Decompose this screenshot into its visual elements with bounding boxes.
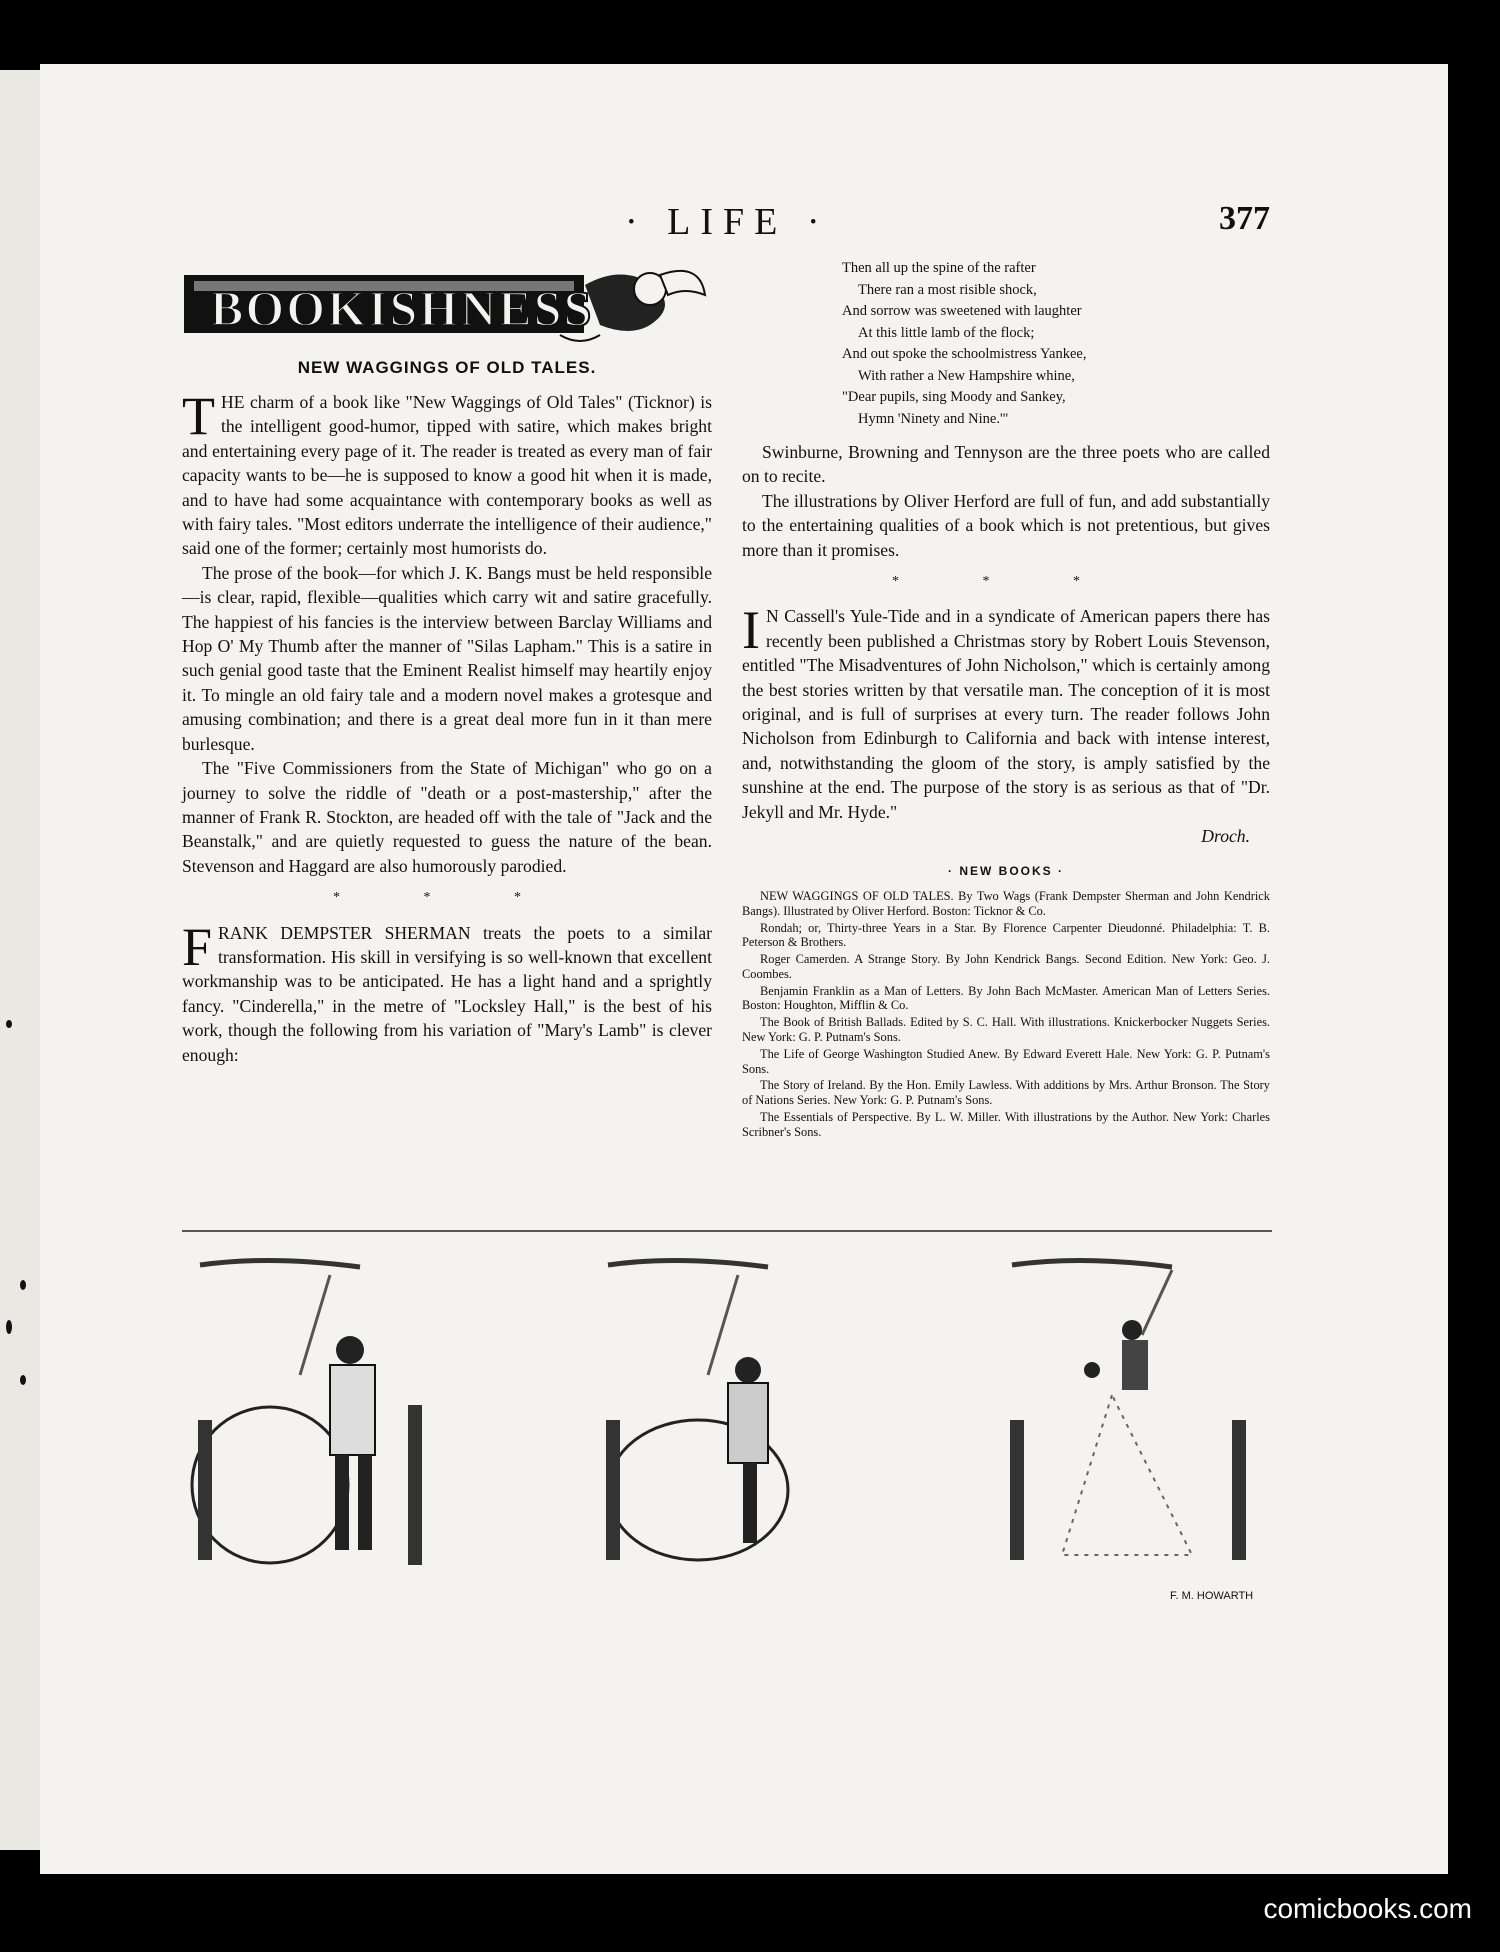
spine-mark [20,1375,26,1385]
paragraph: The prose of the book—for which J. K. Bangs must be held responsible—is clear, rapid, flexible—qualities which carry wit and satire gracefully. The happiest of his fancies is the interview between Barclay Williams and Hop O' My Thumb after the manner of "Silas Lapham." This is a satire in such genial good taste that the Eminent Realist himself may heartily enjoy it. To mingle an old fairy tale and a modern novel makes a grotesque and amusing combination; and there is a great deal more fun in it than mere burlesque. [182,562,712,754]
poem-line: There ran a most risible shock, [858,281,1037,298]
paragraph: Swinburne, Browning and Tennyson are the three poets who are called on to recite. [742,442,1270,487]
poem-line: And out spoke the schoolmistress Yankee, [842,346,1087,362]
poem-line: Then all up the spine of the rafter [842,260,1036,276]
poem-line: At this little lamb of the flock; [858,324,1035,341]
book-entry: The Essentials of Perspective. By L. W. Miller. With illustrations by the Author. New York: Charles Scribner's Sons. [742,1110,1270,1139]
paragraph [182,386,712,561]
author-signature: Droch. [1201,826,1250,847]
paragraph [742,600,1270,824]
paragraph-text: HE charm of a book like "New Waggings of Old Tales" (Ticknor) is the intelligent good-humor, tipped with satire, which makes bright and entertaining every page of it. The reader is treated as every man of fair capacity wants to be—he is supposed to know a good hit when it is made, and to have had some acquaintance with contemporary books as well as with fairy tales. "Most editors underrate the intelligence of their audience," said one of the former; certainly most humorists do. [182,392,712,559]
drop-cap: I [742,600,760,661]
cartoon-panel-snowball-breaks [598,1255,918,1595]
article-title: NEW WAGGINGS OF OLD TALES. [297,358,597,377]
paragraph-text: N Cassell's Yule-Tide and in a syndicate of American papers there has recently been published a Christmas story by Robert Louis Stevenson, entitled "The Misadventures of John Nicholson," which is certainly among the best stories written by that versatile man. The conception of it is most original, and is full of surprises at every turn. The reader follows John Nicholson from Edinburgh to California and back with intense interest, and, notwithstanding the gloom of the story, is amply satisfied by the sunshine at the end. The purpose of the story is as serious as that of "Dr. Jekyll and Mr. Hyde." [742,606,1270,822]
page-header [225,200,1270,246]
book-entry: NEW WAGGINGS OF OLD TALES. By Two Wags (Frank Dempster Sherman and John Kendrick Bangs). Illustrated by Oliver Herford. Boston: Ticknor & Co. [742,888,1270,918]
masthead: · LIFE · [625,201,830,243]
poem-line: Hymn 'Ninety and Nine.'" [858,410,1009,427]
binding-spine [0,70,40,1850]
site-watermark: comicbooks.com [1263,1893,1472,1924]
right-column [742,258,1270,1142]
drop-cap: F [182,916,213,977]
spine-mark [6,1320,12,1334]
logo-lettering: BOOKISHNESS [210,280,594,336]
divider-rule [182,1230,1272,1232]
book-entry: Roger Camerden. A Strange Story. By John Kendrick Bangs. Second Edition. New York: Geo. J. Coombes. [742,952,1270,981]
book-entry: Rondah; or, Thirty-three Years in a Star. By Florence Carpenter Dieudonné. Philadelphia: T. B. Peterson & Brothers. [742,920,1270,950]
paragraph-text: RANK DEMPSTER SHERMAN treats the poets to a similar transformation. His skill in versifying is so well-known that excellent workmanship was to be anticipated. He has a light hand and a sprightly fancy. "Cinderella," in the metre of "Locksley Hall," is the best of his work, though the following from his variation of "Mary's Lamb" is clever enough: [182,922,712,1065]
poem-line: And sorrow was sweetened with laughter [842,303,1082,319]
new-books-heading: · NEW BOOKS · [948,863,1064,878]
spine-mark [6,1020,12,1028]
cartoon-panel-boy-launched [1002,1255,1322,1595]
spine-mark [20,1280,26,1290]
page-number: 377 [1219,200,1270,237]
book-entry: The Life of George Washington Studied Anew. By Edward Everett Hale. New York: G. P. Putnam's Sons. [742,1046,1270,1076]
section-logo [180,265,710,347]
book-entry: The Story of Ireland. By the Hon. Emily Lawless. With additions by Mrs. Arthur Bronson. The Story of Nations Series. New York: G. P. Putnam's Sons. [742,1078,1270,1108]
drop-cap: T [182,386,215,446]
paragraph [182,916,712,1067]
book-entry: The Book of British Ballads. Edited by S. C. Hall. With illustrations. Knickerbocker Nuggets Series. New York: G. P. Putnam's Sons. [742,1015,1270,1045]
poem-line: With rather a New Hampshire whine, [858,367,1075,384]
cartoon-panel-snowball-start [190,1255,510,1595]
paragraph: The illustrations by Oliver Herford are full of fun, and add substantially to the entertaining qualities of a book which is not pretentious, but gives more than it promises. [742,490,1270,560]
section-break: * * * [333,890,561,906]
left-column [182,386,712,1067]
paragraph: The "Five Commissioners from the State of Michigan" who go on a journey to solve the riddle of "death or a post-mastership," after the manner of Frank R. Stockton, are headed off with the tale of "Jack and the Beanstalk," and are quietly requested to guess the nature of the bean. Stevenson and Haggard are also humorously parodied. [182,758,712,876]
artist-signature: F. M. HOWARTH [1170,1590,1254,1602]
poem [842,258,1270,430]
section-break: * * * [892,574,1120,590]
book-entry: Benjamin Franklin as a Man of Letters. By John Bach McMaster. American Man of Letters Series. Boston: Houghton, Mifflin & Co. [742,983,1270,1013]
new-books-list [742,889,1270,1140]
poem-line: "Dear pupils, sing Moody and Sankey, [842,389,1066,405]
